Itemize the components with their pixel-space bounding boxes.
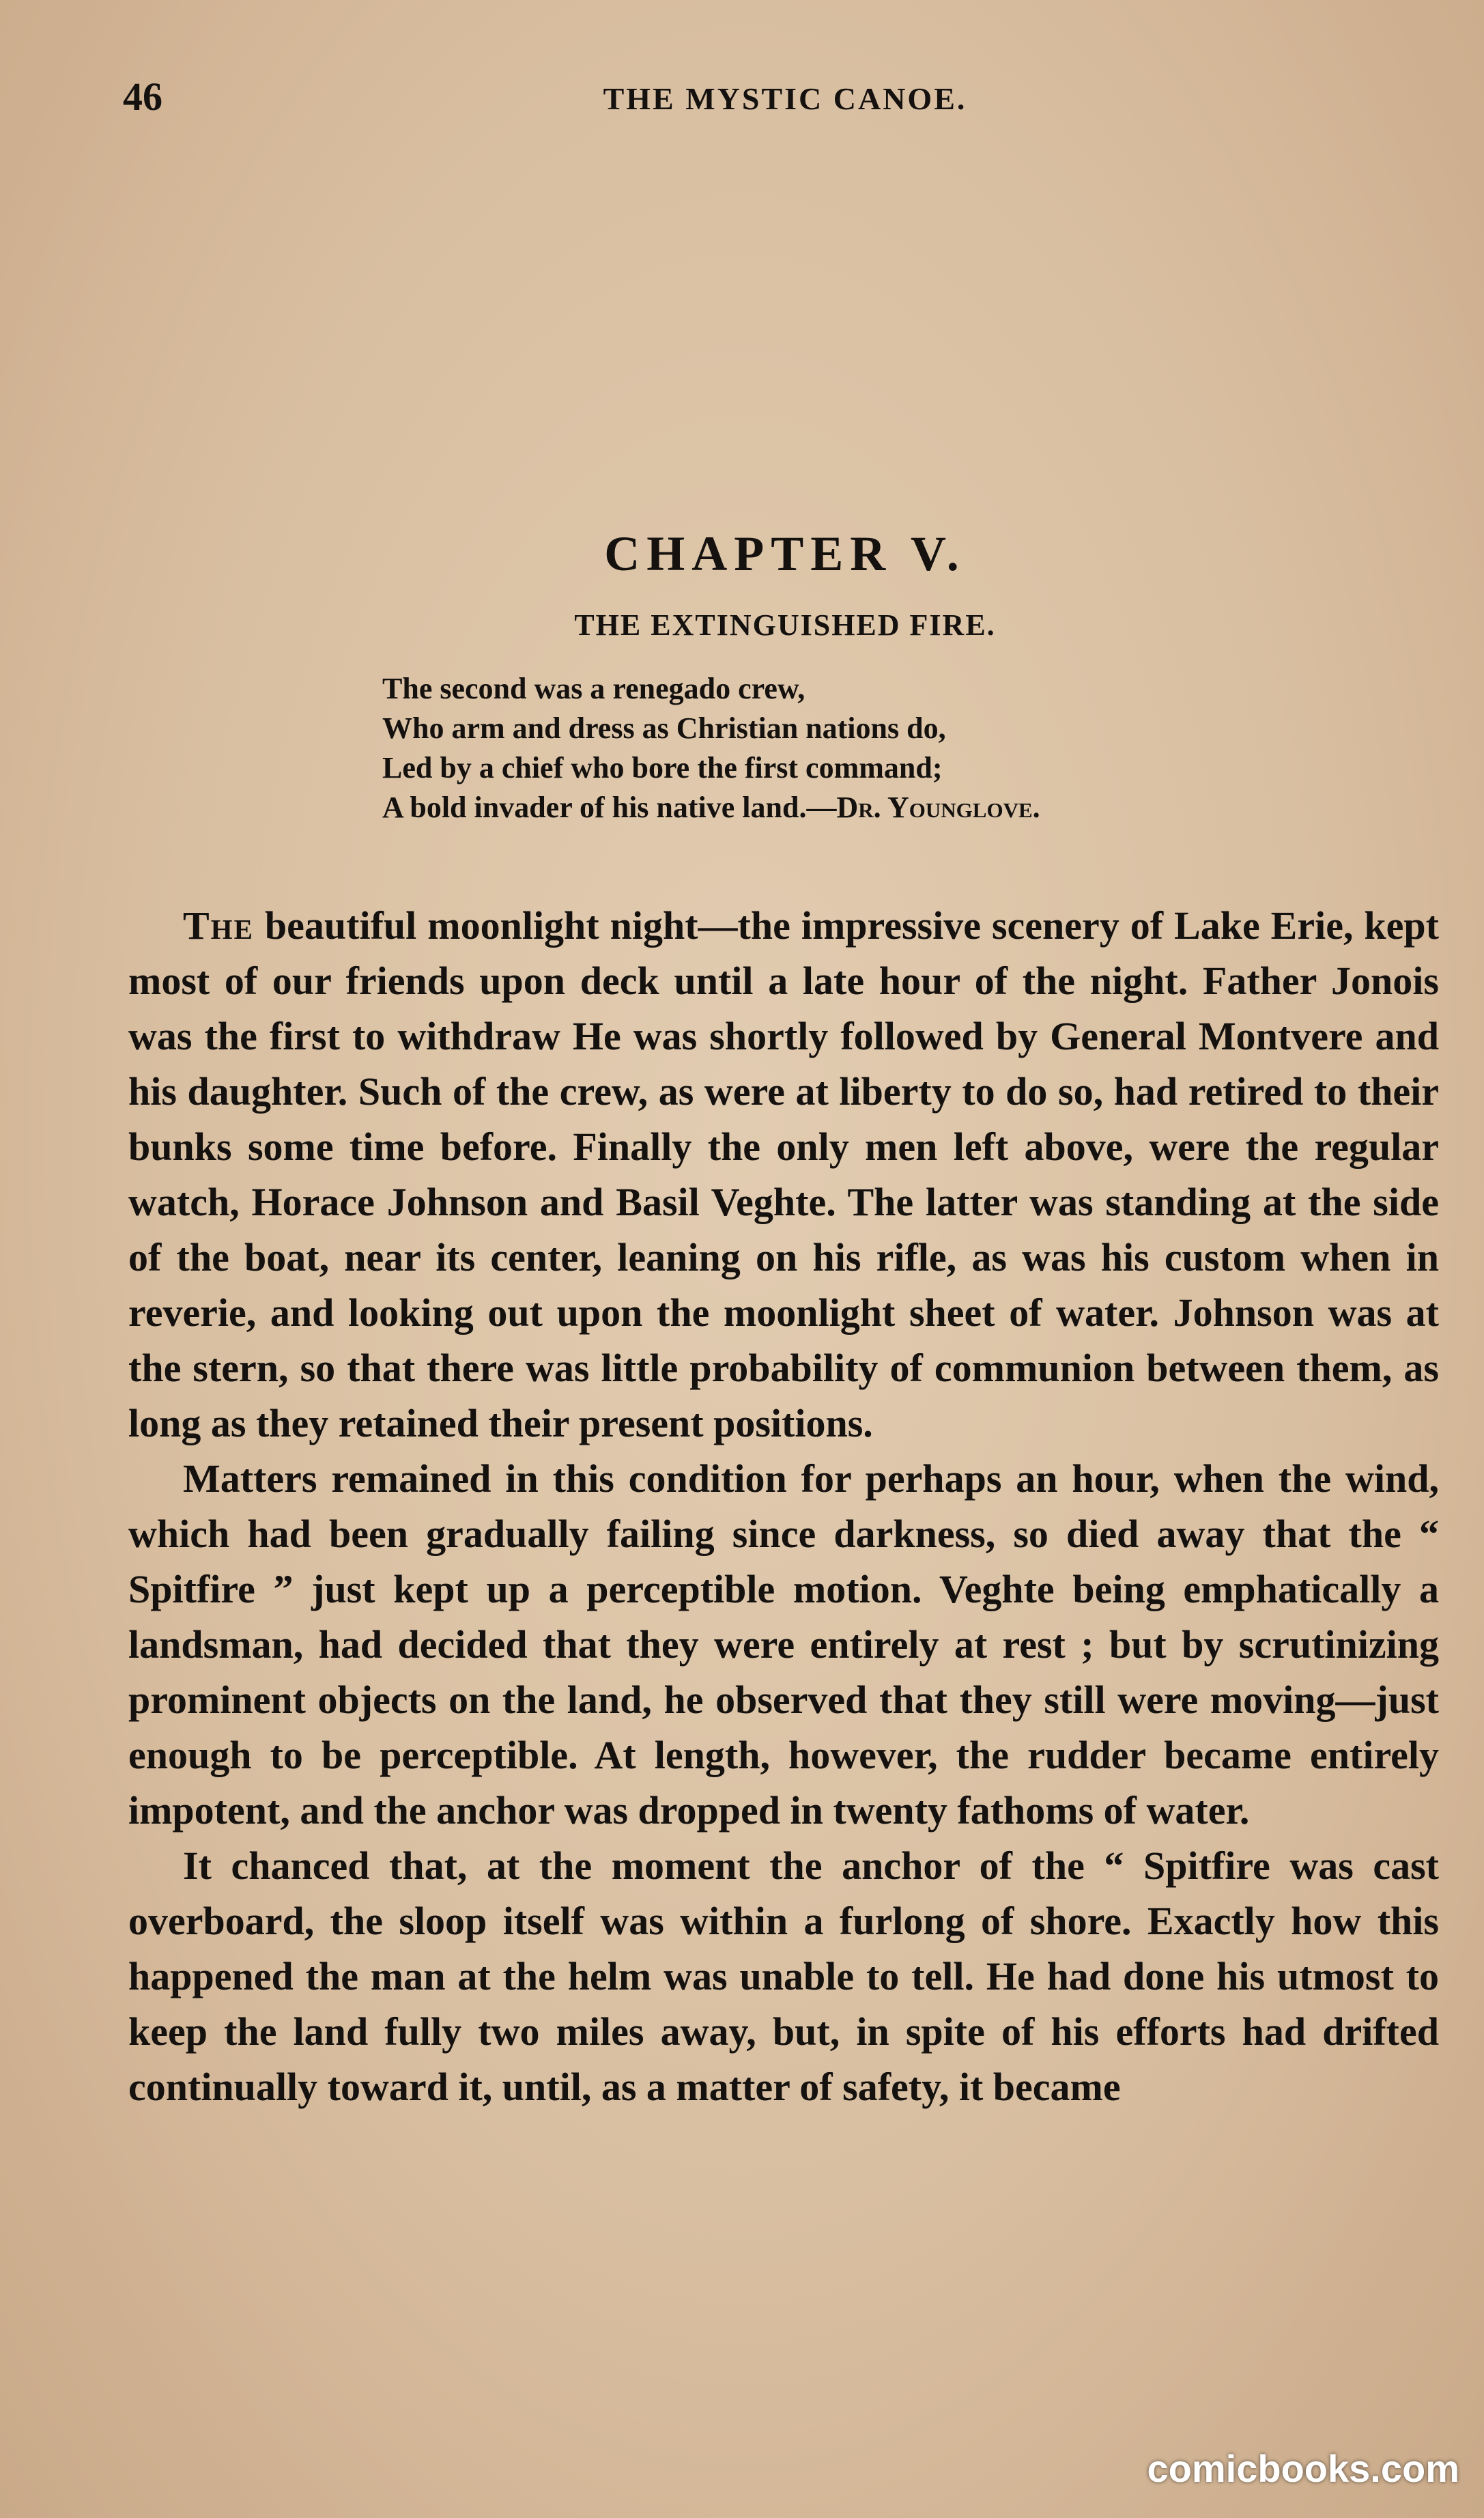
paragraph-2: Matters remained in this condition for perhaps an hour, when the wind, which had been gradually failing since darkness, so died away that the “ Spitfire ” just kept up a perceptible motion. Veghte being emphatically a landsman, had decided that they were entirely at rest ; but by scrutinizing prominent objects on the land, he observed that they still were moving—just enough to be perceptible. At length, however, the rudder became entirely impotent, and the anchor was dropped in twenty fathoms of water. (128, 1456, 1439, 1833)
epigraph-attribution: Dr. Younglove. (836, 791, 1040, 824)
running-head (116, 68, 1454, 130)
epigraph-last-line (382, 788, 1447, 827)
epigraph-line: Led by a chief who bore the first command; (382, 751, 943, 784)
paragraph-1 (128, 898, 1439, 1451)
epigraph-last-line-text: A bold invader of his native land.— (382, 791, 837, 824)
chapter-subtitle: THE EXTINGUISHED FIRE. (574, 608, 996, 642)
paragraph-1-text: beautiful moonlight night—the impressive scenery of Lake Erie, kept most of our friends upon deck until a late hour of the night. Father Jonois was the first to withdraw He was shortly followed by General Montvere and his daughter. Such of the crew, as were at liberty to do so, had retired to their bunks some time before. Finally the only men left above, were the regular watch, Horace Johnson and Basil Veghte. The latter was standing at the side of the boat, near its center, leaning on his rifle, as was his custom when in reverie, and looking out upon the moonlight sheet of water. Johnson was at the stern, so that there was little probability of communion between them, as long as they retained their present positions. (128, 903, 1439, 1445)
body-text (128, 898, 1439, 2114)
book-page (116, 68, 1454, 2499)
epigraph (382, 669, 1447, 827)
paragraph-lead-word: The (183, 903, 254, 948)
epigraph-line: Who arm and dress as Christian nations do, (382, 711, 946, 745)
running-title: THE MYSTIC CANOE. (603, 81, 967, 116)
page-number: 46 (123, 74, 162, 119)
paragraph-3: It chanced that, at the moment the anchor of the “ Spitfire was cast overboard, the sloop itself was within a furlong of shore. Exactly how this happened the man at the helm was unable to tell. He had done his utmost to keep the land fully two miles away, but, in spite of his efforts had drifted continually toward it, until, as a matter of safety, it became (128, 1843, 1439, 2109)
epigraph-line: The second was a renegado crew, (382, 672, 805, 705)
bleed-through-text (116, 178, 1454, 560)
watermark: comicbooks.com (1147, 2447, 1459, 2490)
chapter-heading: CHAPTER V. (604, 526, 966, 581)
